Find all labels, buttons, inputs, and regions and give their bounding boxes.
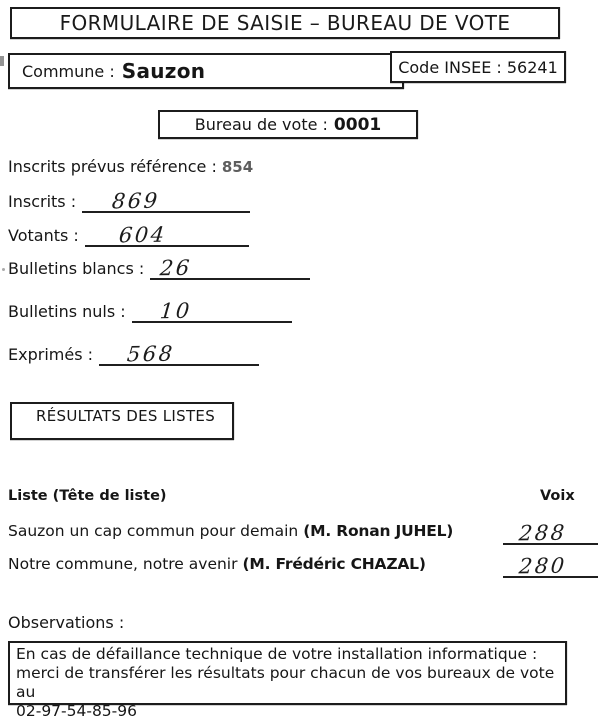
code-insee-value: Code INSEE : 56241: [398, 57, 558, 77]
bulletins-nuls-handwritten-value: 10: [158, 298, 193, 324]
exprimes-blank-line: [99, 341, 259, 367]
observations-note-box: [8, 641, 567, 720]
column-voix-header: Voix: [540, 488, 575, 504]
bureau-de-vote-box: [158, 110, 418, 139]
list-head-of-list: (M. Frédéric CHAZAL): [242, 555, 426, 573]
result-row-chazal: [8, 553, 598, 579]
inscrits-handwritten-value: 869: [111, 188, 161, 214]
bulletins-nuls-label: Bulletins nuls :: [8, 302, 126, 321]
voix-blank-line: [503, 522, 598, 545]
observations-note-line: En cas de défaillance technique de votre installation informatique :: [16, 645, 538, 663]
list-name: Notre commune, notre avenir: [8, 555, 238, 573]
inscrits-prevus-label: Inscrits prévus référence :: [8, 157, 217, 176]
votants-handwritten-value: 604: [117, 222, 168, 248]
exprimes-handwritten-value: 568: [125, 341, 176, 367]
bureau-label: Bureau de vote :: [194, 115, 328, 134]
bureau-number: 0001: [333, 114, 382, 135]
list-head-of-list: (M. Ronan JUHEL): [303, 522, 454, 540]
voix-handwritten-value: 288: [517, 520, 568, 546]
result-row-juhel: [8, 520, 598, 546]
observations-label: Observations :: [8, 613, 125, 632]
bulletins-blancs-handwritten-value: 26: [159, 255, 194, 281]
commune-box: [8, 53, 404, 89]
results-section-title: RÉSULTATS DES LISTES: [36, 407, 216, 425]
inscrits-prevus-value: 854: [221, 158, 254, 176]
results-table-header: [8, 488, 606, 504]
form-title-box: [10, 7, 560, 39]
commune-value: Sauzon: [121, 59, 206, 83]
results-section-box: [10, 402, 234, 440]
commune-label: Commune :: [22, 61, 115, 81]
bulletins-blancs-blank-line: [150, 255, 310, 281]
scan-artifact: [2, 268, 5, 271]
votants-label: Votants :: [8, 226, 79, 245]
votants-blank-line: [85, 222, 249, 248]
voix-blank-line: [503, 555, 598, 578]
voix-handwritten-value: 280: [517, 553, 568, 579]
inscrits-label: Inscrits :: [8, 192, 77, 211]
bulletins-blancs-label: Bulletins blancs :: [8, 259, 145, 278]
scan-artifact: [0, 56, 4, 66]
observations-note-line: merci de transférer les résultats pour chacun de vos bureaux de vote au: [16, 664, 555, 701]
exprimes-label: Exprimés :: [8, 345, 93, 364]
field-inscrits: [8, 188, 250, 214]
field-exprimes: [8, 341, 259, 367]
inscrits-blank-line: [82, 188, 250, 214]
field-bulletins-nuls: [8, 298, 292, 324]
field-inscrits-prevus: [8, 157, 253, 176]
form-title: FORMULAIRE DE SAISIE – BUREAU DE VOTE: [59, 11, 511, 35]
field-votants: [8, 222, 249, 248]
observations-note-line: 02-97-54-85-96: [16, 702, 137, 720]
bulletins-nuls-blank-line: [132, 298, 292, 324]
column-liste-header: Liste (Tête de liste): [8, 488, 167, 504]
list-name: Sauzon un cap commun pour demain: [8, 522, 299, 540]
code-insee-box: [390, 51, 566, 83]
field-bulletins-blancs: [8, 255, 310, 281]
